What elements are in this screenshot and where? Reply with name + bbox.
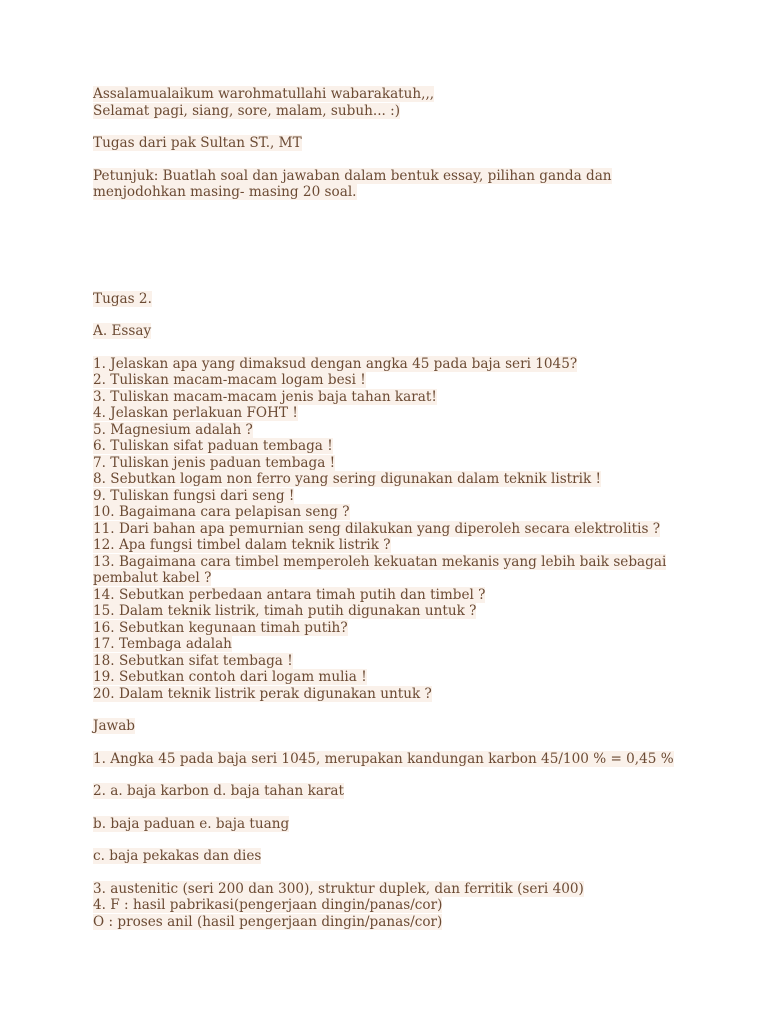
greeting-line-1: Assalamualaikum warohmatullahi wabarakatuh,,, [93,86,435,102]
answer-2-line-1: 2. a. baja karbon d. baja tahan karat [93,783,344,799]
task-title: Tugas 2. [93,290,152,307]
question-item: 4. Jelaskan perlakuan FOHT ! [93,405,298,421]
question-item: 6. Tuliskan sifat paduan tembaga ! [93,438,333,454]
question-item: 17. Tembaga adalah [93,636,232,652]
question-item: 11. Dari bahan apa pemurnian seng dilakukan yang diperoleh secara elektrolitis ? [93,520,661,537]
question-item: 15. Dalam teknik listrik, timah putih digunakan untuk ? [93,603,477,619]
instructions-line-2: menjodohkan masing- masing 20 soal. [93,184,357,200]
question-item: 1. Jelaskan apa yang dimaksud dengan angka 45 pada baja seri 1045? [93,355,578,372]
question-item: 7. Tuliskan jenis paduan tembaga ! [93,454,336,471]
document-page [93,86,733,930]
question-item: 19. Sebutkan contoh dari logam mulia ! [93,669,367,685]
answer-2-line-2: b. baja paduan e. baja tuang [93,815,290,832]
question-item: 5. Magnesium adalah ? [93,421,253,438]
question-item: 20. Dalam teknik listrik perak digunakan untuk ? [93,685,432,702]
question-item: 13. Bagaimana cara timbel memperoleh kekuatan mekanis yang lebih baik sebagai [93,553,667,570]
question-item: 18. Sebutkan sifat tembaga ! [93,652,293,669]
answer-1: 1. Angka 45 pada baja seri 1045, merupakan kandungan karbon 45/100 % = 0,45 % [93,750,674,767]
question-list [93,356,733,703]
question-item: 12. Apa fungsi timbel dalam teknik listrik ? [93,537,391,553]
question-item: 16. Sebutkan kegunaan timah putih? [93,619,348,636]
answer-3: 3. austenitic (seri 200 dan 300), struktur duplek, dan ferritik (seri 400) [93,880,584,897]
answer-4-line-1: 4. F : hasil pabrikasi(pengerjaan dingin/panas/cor) [93,897,443,913]
instructions-line-1: Petunjuk: Buatlah soal dan jawaban dalam bentuk essay, pilihan ganda dan [93,167,612,184]
question-item: pembalut kabel ? [93,570,212,586]
question-item: 9. Tuliskan fungsi dari seng ! [93,487,295,504]
section-title: A. Essay [93,323,152,339]
answers-title: Jawab [93,718,135,734]
question-item: 8. Sebutkan logam non ferro yang sering digunakan dalam teknik listrik ! [93,471,601,487]
question-item: 2. Tuliskan macam-macam logam besi ! [93,372,366,388]
question-item: 3. Tuliskan macam-macam jenis baja tahan karat! [93,388,437,405]
question-item: 10. Bagaimana cara pelapisan seng ? [93,504,350,520]
answer-2-line-3: c. baja pekakas dan dies [93,848,262,864]
question-item: 14. Sebutkan perbedaan antara timah putih dan timbel ? [93,586,486,603]
assignment-from: Tugas dari pak Sultan ST., MT [93,135,302,151]
answer-4-line-2: O : proses anil (hasil pengerjaan dingin/panas/cor) [93,913,443,930]
greeting-line-2: Selamat pagi, siang, sore, malam, subuh... :) [93,102,401,119]
